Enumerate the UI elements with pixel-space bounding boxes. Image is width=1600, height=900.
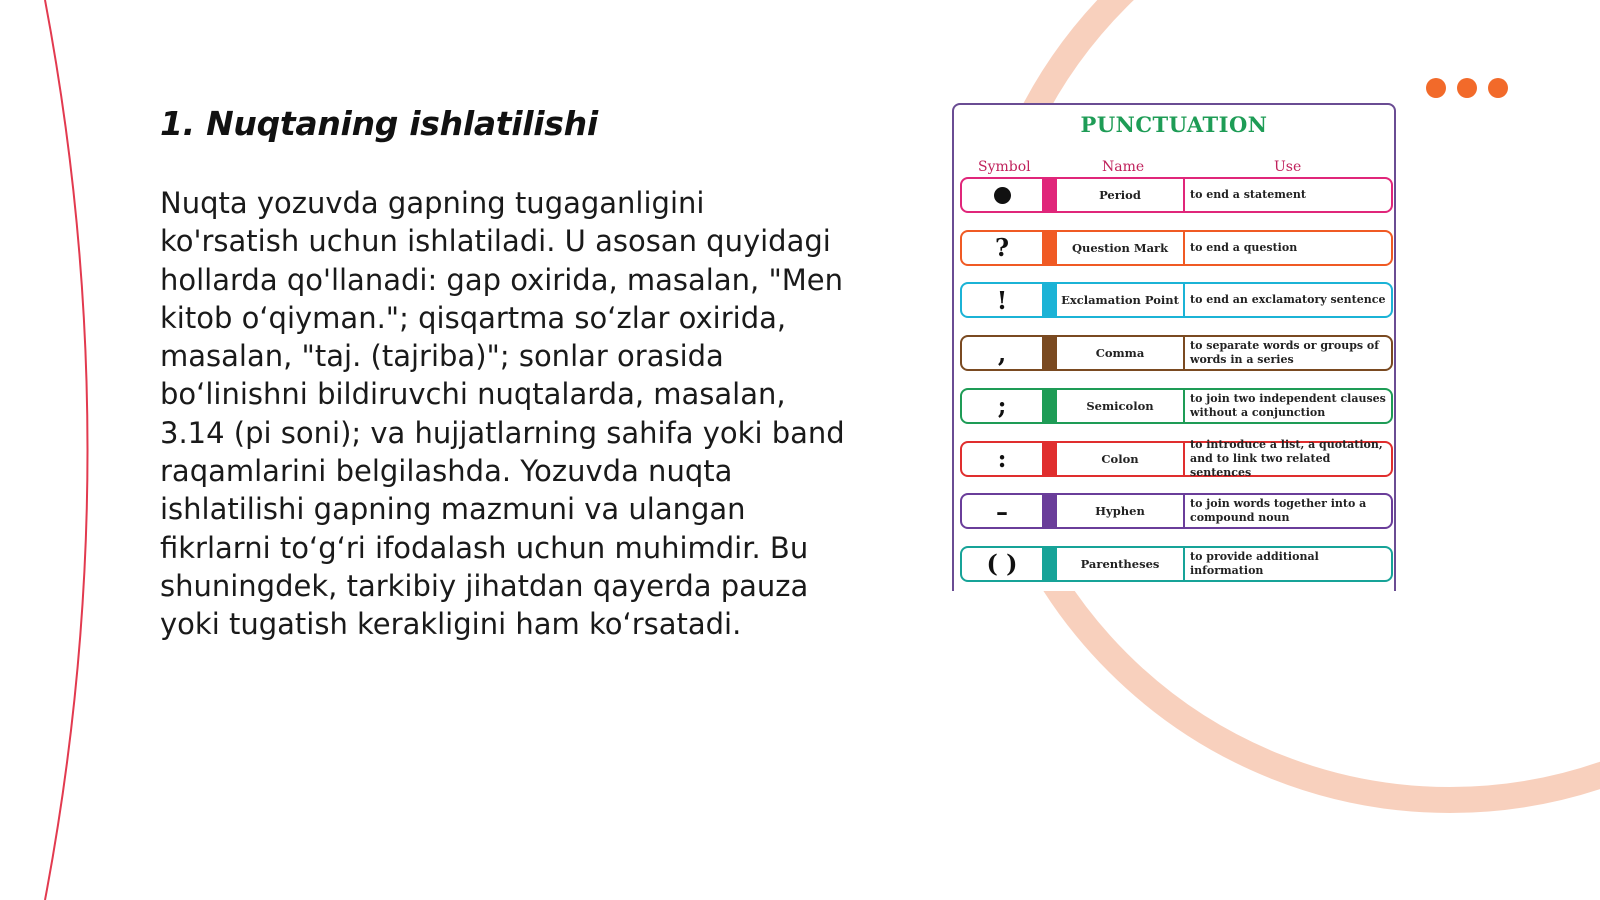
use-cell: to end a statement — [1190, 188, 1306, 201]
table-row — [960, 177, 1393, 213]
symbol-glyph: ? — [994, 233, 1010, 263]
name-cell: Question Mark — [1057, 232, 1185, 264]
table-row — [960, 546, 1393, 582]
symbol-cell — [962, 337, 1042, 369]
period-dot-icon — [994, 187, 1011, 204]
dot-icon — [1457, 78, 1477, 98]
table-row — [960, 388, 1393, 424]
punctuation-chart-image — [952, 103, 1396, 591]
symbol-cell — [962, 443, 1042, 475]
symbol-glyph: – — [996, 496, 1008, 526]
color-band — [1042, 390, 1057, 422]
symbol-cell — [962, 548, 1042, 580]
color-band — [1042, 284, 1057, 316]
name-cell: Colon — [1057, 443, 1185, 475]
dot-icon — [1426, 78, 1446, 98]
symbol-glyph: ! — [996, 285, 1008, 315]
color-band — [1042, 548, 1057, 580]
left-edge-curve — [45, 0, 88, 900]
table-row — [960, 282, 1393, 318]
color-band — [1042, 443, 1057, 475]
header-use: Use — [1274, 159, 1302, 175]
header-name: Name — [1102, 159, 1145, 175]
color-band — [1042, 232, 1057, 264]
table-row — [960, 335, 1393, 371]
table-row — [960, 493, 1393, 529]
name-cell: Hyphen — [1057, 495, 1185, 527]
color-band — [1042, 179, 1057, 211]
menu-dots-icon — [1426, 78, 1508, 98]
use-cell: to join words together into a compound noun — [1190, 497, 1367, 525]
use-cell: to provide additional information — [1190, 549, 1319, 577]
chart-title: PUNCTUATION — [1080, 112, 1268, 137]
color-band — [1042, 337, 1057, 369]
table-row — [960, 437, 1393, 479]
use-cell: to end an exclamatory sentence — [1190, 293, 1386, 307]
dot-icon — [1488, 78, 1508, 98]
name-cell: Semicolon — [1057, 390, 1185, 422]
table-row — [960, 230, 1393, 266]
symbol-cell — [962, 495, 1042, 527]
slide-title: 1. Nuqtaning ishlatilishi — [160, 104, 598, 143]
symbol-glyph: ( ) — [986, 549, 1018, 579]
symbol-glyph: , — [997, 338, 1007, 368]
name-cell: Exclamation Point — [1057, 284, 1185, 316]
use-cell: to end a question — [1190, 240, 1298, 254]
use-cell: to separate words or groups of words in a series — [1190, 339, 1379, 367]
name-cell: Comma — [1057, 337, 1185, 369]
symbol-cell — [962, 232, 1042, 264]
use-cell: to join two independent clauses without a conjunction — [1190, 391, 1386, 419]
use-cell: to introduce a list, a quotation, and to link two related sentences — [1190, 437, 1383, 479]
symbol-glyph: ; — [997, 391, 1007, 421]
symbol-glyph: : — [997, 444, 1007, 473]
color-band — [1042, 495, 1057, 527]
symbol-cell — [962, 179, 1042, 211]
symbol-cell — [962, 390, 1042, 422]
symbol-cell — [962, 284, 1042, 316]
name-cell: Period — [1057, 179, 1185, 211]
header-symbol: Symbol — [978, 159, 1031, 175]
slide-body-text: Nuqta yozuvda gapning tugaganligini ko'rsatish uchun ishlatiladi. U asosan quyidagi hollarda qo'llanadi: gap oxirida, masalan, "Men kitob o‘qiyman."; qisqartma so‘zlar oxirida, masalan, "taj. (tajriba)"; sonlar orasida bo‘linishni bildiruvchi nuqtalarda, masalan, 3.14 (pi soni); va hujjatlarning sahifa yoki band raqamlarini belgilashda. Yozuvda nuqta ishlatilishi gapning mazmuni va ulangan fikrlarni to‘g‘ri ifodalash uchun muhimdir. Bu shuningdek, tarkibiy jihatdan qayerda pauza yoki tugatish kerakligini ham ko‘rsatadi. — [160, 186, 845, 642]
name-cell: Parentheses — [1057, 548, 1185, 580]
